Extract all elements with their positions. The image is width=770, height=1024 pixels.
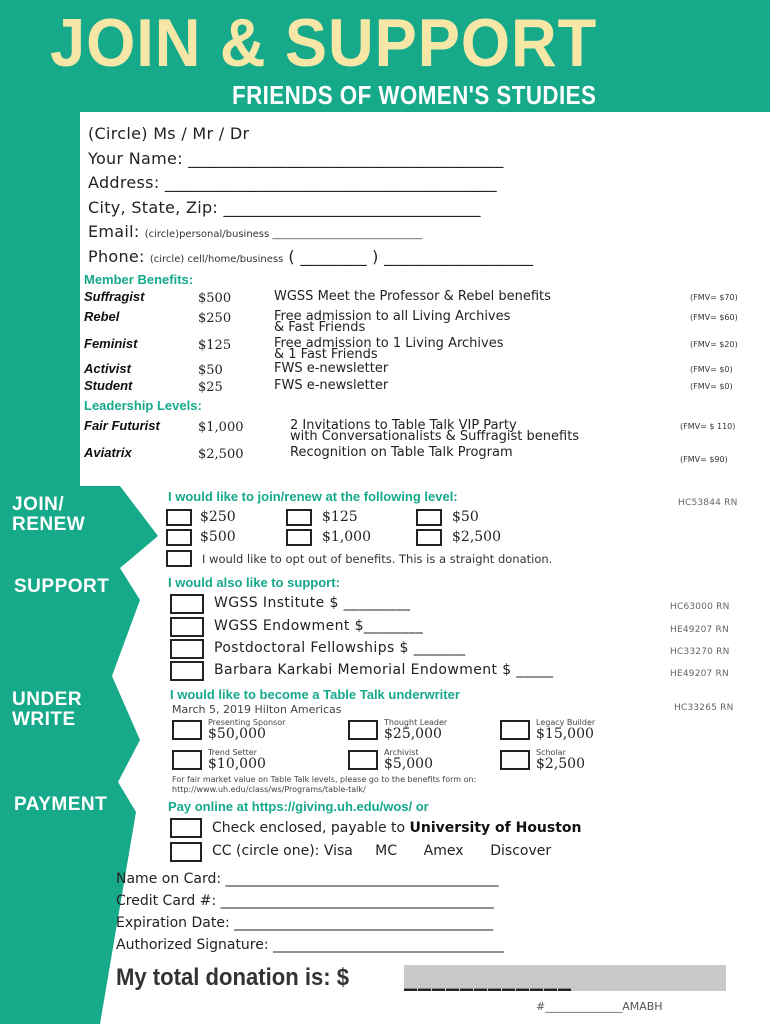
- leadership-amount: $1,000: [198, 420, 244, 435]
- leadership-description: 2 Invitations to Table Talk VIP Party: [290, 418, 517, 433]
- benefit-fmv: (FMV= $20): [690, 340, 738, 349]
- support-heading: I would also like to support:: [168, 575, 340, 590]
- check-label: Check enclosed, payable to University of Houston: [212, 820, 582, 836]
- join-1000-checkbox[interactable]: [286, 529, 312, 546]
- benefit-fmv: (FMV= $0): [690, 365, 733, 374]
- leadership-fmv: (FMV= $ 110): [680, 422, 736, 431]
- leadership-level: Fair Futurist: [84, 418, 160, 433]
- opt-out-checkbox[interactable]: [166, 550, 192, 567]
- benefit-amount: $125: [198, 338, 232, 353]
- footer-code: #______________AMABH: [536, 1000, 663, 1013]
- benefit-description-2: & 1 Fast Friends: [274, 347, 378, 362]
- join-renew-tab: JOIN/ RENEW: [12, 494, 86, 535]
- benefit-amount: $500: [198, 291, 232, 306]
- join-125-label: $125: [322, 509, 358, 525]
- support-item-label: WGSS Institute $ _________: [214, 595, 411, 611]
- name-on-card-field[interactable]: Name on Card: _______________________________________: [116, 871, 499, 887]
- benefit-level: Suffragist: [84, 289, 145, 304]
- join-2500-checkbox[interactable]: [416, 529, 442, 546]
- benefit-description: FWS e-newsletter: [274, 361, 389, 376]
- underwrite-level-name: Legacy Builder: [536, 718, 596, 727]
- underwrite-heading: I would like to become a Table Talk underwriter: [170, 687, 460, 702]
- check-checkbox[interactable]: [170, 818, 202, 838]
- join-50-label: $50: [452, 509, 479, 525]
- leadership-fmv: (FMV= $90): [680, 455, 728, 464]
- signature-field[interactable]: Authorized Signature: _________________________________: [116, 937, 505, 953]
- page-subtitle: FRIENDS OF WOMEN'S STUDIES: [232, 80, 597, 110]
- opt-out-label: I would like to opt out of benefits. This is a straight donation.: [202, 552, 553, 566]
- support-tab: SUPPORT: [14, 576, 110, 597]
- support-checkbox[interactable]: [170, 661, 204, 681]
- support-item-label: Postdoctoral Fellowships $ _______: [214, 640, 466, 656]
- join-code: HC53844 RN: [678, 498, 738, 508]
- join-500-label: $500: [200, 529, 236, 545]
- underwrite-level-name: Trend Setter: [208, 748, 257, 757]
- support-item-code: HE49207 RN: [670, 669, 729, 679]
- page-title: JOIN & SUPPORT: [50, 5, 598, 81]
- join-250-checkbox[interactable]: [166, 509, 192, 526]
- leadership-description-2: with Conversationalists & Suffragist benefits: [290, 429, 580, 444]
- underwrite-level-amount: $25,000: [384, 726, 442, 742]
- underwrite-note: For fair market value on Table Talk levels, please go to the benefits form on:: [172, 775, 477, 784]
- support-item-code: HC63000 RN: [670, 602, 730, 612]
- support-checkbox[interactable]: [170, 639, 204, 659]
- benefit-amount: $25: [198, 380, 223, 395]
- email-label: Email:: [88, 222, 140, 241]
- cc-checkbox[interactable]: [170, 842, 202, 862]
- join-2500-label: $2,500: [452, 529, 501, 545]
- join-125-checkbox[interactable]: [286, 509, 312, 526]
- support-item-code: HC33270 RN: [670, 647, 730, 657]
- underwrite-checkbox[interactable]: [172, 720, 202, 740]
- underwrite-level-amount: $10,000: [208, 756, 266, 772]
- join-50-checkbox[interactable]: [416, 509, 442, 526]
- underwrite-checkbox[interactable]: [500, 750, 530, 770]
- underwrite-checkbox[interactable]: [500, 720, 530, 740]
- phone-hint: (circle) cell/home/business: [149, 254, 284, 265]
- total-amount-field[interactable]: ____________: [404, 962, 572, 992]
- benefit-amount: $250: [198, 311, 232, 326]
- benefit-fmv: (FMV= $60): [690, 313, 738, 322]
- email-hint: (circle)personal/business ______________________________: [144, 229, 423, 240]
- benefit-level: Activist: [84, 361, 131, 376]
- benefit-amount: $50: [198, 363, 223, 378]
- leadership-level: Aviatrix: [84, 445, 132, 460]
- join-500-checkbox[interactable]: [166, 529, 192, 546]
- underwrite-level-amount: $5,000: [384, 756, 433, 772]
- city-state-zip-field[interactable]: City, State, Zip: _______________________________: [88, 198, 481, 217]
- name-field[interactable]: Your Name: ______________________________________: [88, 149, 504, 168]
- card-number-field[interactable]: Credit Card #: _______________________________________: [116, 893, 494, 909]
- underwrite-tab: UNDER WRITE: [12, 689, 83, 730]
- benefit-level: Rebel: [84, 309, 120, 324]
- join-heading: I would like to join/renew at the following level:: [168, 489, 458, 504]
- underwrite-checkbox[interactable]: [348, 720, 378, 740]
- underwrite-level-amount: $50,000: [208, 726, 266, 742]
- benefit-description: WGSS Meet the Professor & Rebel benefits: [274, 289, 551, 304]
- support-checkbox[interactable]: [170, 617, 204, 637]
- benefit-description: Free admission to all Living Archives: [274, 309, 511, 324]
- phone-field[interactable]: [88, 247, 533, 266]
- benefit-description: FWS e-newsletter: [274, 378, 389, 393]
- underwrite-code: HC33265 RN: [674, 703, 734, 713]
- underwrite-level-name: Presenting Sponsor: [208, 718, 286, 727]
- email-field[interactable]: [88, 222, 422, 241]
- support-checkbox[interactable]: [170, 594, 204, 614]
- leadership-heading: Leadership Levels:: [84, 398, 202, 413]
- phone-blank: ( ________ ) __________________: [288, 247, 534, 266]
- salutation-field[interactable]: (Circle) Ms / Mr / Dr: [88, 124, 250, 143]
- underwrite-level-amount: $2,500: [536, 756, 585, 772]
- join-250-label: $250: [200, 509, 236, 525]
- underwrite-event: March 5, 2019 Hilton Americas: [172, 703, 342, 716]
- leadership-amount: $2,500: [198, 447, 244, 462]
- payment-tab: PAYMENT: [14, 794, 108, 815]
- benefit-level: Feminist: [84, 336, 138, 351]
- join-1000-label: $1,000: [322, 529, 371, 545]
- member-benefits-heading: Member Benefits:: [84, 272, 194, 287]
- underwrite-level-name: Scholar: [536, 748, 566, 757]
- support-item-label: Barbara Karkabi Memorial Endowment $ _____: [214, 662, 554, 678]
- underwrite-checkbox[interactable]: [348, 750, 378, 770]
- expiration-field[interactable]: Expiration Date: _____________________________________: [116, 915, 494, 931]
- underwrite-link[interactable]: http://www.uh.edu/class/ws/Programs/table-talk/: [172, 785, 366, 794]
- underwrite-level-amount: $15,000: [536, 726, 594, 742]
- benefit-level: Student: [84, 378, 133, 393]
- benefit-fmv: (FMV= $70): [690, 293, 738, 302]
- leadership-description: Recognition on Table Talk Program: [290, 445, 513, 460]
- phone-label: Phone:: [88, 247, 145, 266]
- support-item-code: HE49207 RN: [670, 625, 729, 635]
- cc-label: CC (circle one): Visa MC Amex Discover: [212, 843, 552, 859]
- benefit-description: Free admission to 1 Living Archives: [274, 336, 504, 351]
- total-label: My total donation is: $: [116, 964, 350, 991]
- underwrite-level-name: Archivist: [384, 748, 419, 757]
- underwrite-level-name: Thought Leader: [384, 718, 448, 727]
- benefit-fmv: (FMV= $0): [690, 382, 733, 391]
- address-field[interactable]: Address: ________________________________________: [88, 173, 497, 192]
- benefit-description-2: & Fast Friends: [274, 320, 366, 335]
- underwrite-checkbox[interactable]: [172, 750, 202, 770]
- payment-heading[interactable]: Pay online at https://giving.uh.edu/wos/ or: [168, 799, 429, 814]
- support-item-label: WGSS Endowment $________: [214, 618, 424, 634]
